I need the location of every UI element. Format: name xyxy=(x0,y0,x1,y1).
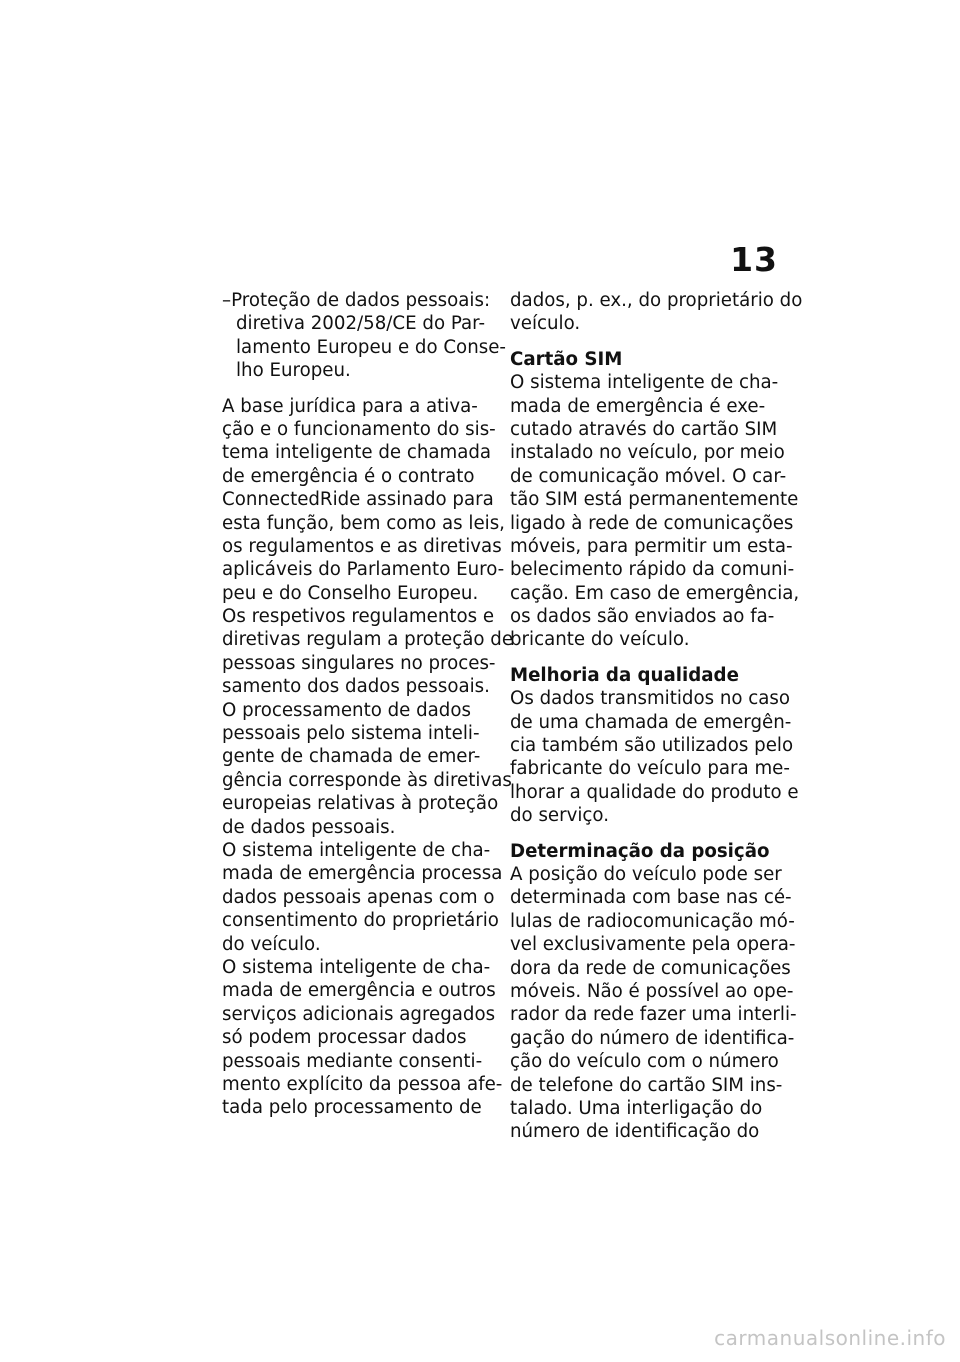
text-line: A posição do veículo pode ser xyxy=(510,863,782,885)
text-line: pessoais mediante consenti- xyxy=(222,1050,483,1072)
text-line: os regulamentos e as diretivas xyxy=(222,535,502,557)
text-line: determinada com base nas cé- xyxy=(510,887,792,909)
section-heading: Cartão SIM xyxy=(510,348,623,370)
bullet-data-protection xyxy=(222,289,506,383)
text-line: mada de emergência é exe- xyxy=(510,395,766,417)
text-line: só podem processar dados xyxy=(222,1027,467,1049)
page-number: 13 xyxy=(730,240,778,279)
text-line: do serviço. xyxy=(510,805,610,827)
text-line: ligado à rede de comunicações xyxy=(510,512,794,534)
text-line: gência corresponde às diretivas xyxy=(222,769,512,791)
text-line: consentimento do proprietário xyxy=(222,910,499,932)
text-line: de telefone do cartão SIM ins- xyxy=(510,1074,783,1096)
text-line: cutado através do cartão SIM xyxy=(510,418,778,440)
text-line: esta função, bem como as leis, xyxy=(222,512,505,534)
text-line: vel exclusivamente pela opera- xyxy=(510,934,796,956)
text-line: lamento Europeu e do Conse- xyxy=(236,336,506,358)
text-line: samento dos dados pessoais. xyxy=(222,676,490,698)
text-line: peu e do Conselho Europeu. xyxy=(222,582,479,604)
section-quality-improvement xyxy=(510,664,799,828)
text-line: dados, p. ex., do proprietário do xyxy=(510,290,803,311)
text-line: tão SIM está permanentemente xyxy=(510,489,799,511)
text-line: tema inteligente de chamada xyxy=(222,442,492,464)
text-line: mada de emergência processa xyxy=(222,863,503,885)
section-position-determination xyxy=(510,840,797,1144)
section-sim-card xyxy=(510,348,800,652)
left-column xyxy=(222,289,514,1120)
text-line: lhorar a qualidade do produto e xyxy=(510,781,799,803)
text-line: tada pelo processamento de xyxy=(222,1097,482,1119)
text-line: dados pessoais apenas com o xyxy=(222,886,495,908)
text-line: O sistema inteligente de cha- xyxy=(510,372,779,394)
text-line: pessoas singulares no proces- xyxy=(222,652,496,674)
watermark: carmanualsonline.info xyxy=(714,1326,946,1350)
legal-basis-paragraph xyxy=(222,395,514,1120)
text-line: –Proteção de dados pessoais: xyxy=(222,290,491,311)
text-line: cação. Em caso de emergência, xyxy=(510,582,800,604)
continuation-paragraph xyxy=(510,289,803,336)
right-column xyxy=(510,289,803,1144)
text-line: europeias relativas à proteção xyxy=(222,793,499,815)
section-heading: Melhoria da qualidade xyxy=(510,664,739,686)
text-line: os dados são enviados ao fa- xyxy=(510,606,775,628)
text-line: móveis, para permitir um esta- xyxy=(510,535,793,557)
text-line: mento explícito da pessoa afe- xyxy=(222,1073,503,1095)
text-line: ção do veículo com o número xyxy=(510,1051,779,1073)
text-line: belecimento rápido da comuni- xyxy=(510,559,795,581)
section-heading: Determinação da posição xyxy=(510,840,770,862)
text-line: gente de chamada de emer- xyxy=(222,746,481,768)
text-line: de uma chamada de emergên- xyxy=(510,711,792,733)
text-line: instalado no veículo, por meio xyxy=(510,442,785,464)
text-line: móveis. Não é possível ao ope- xyxy=(510,980,794,1002)
text-line: A base jurídica para a ativa- xyxy=(222,395,478,417)
text-line: dora da rede de comunicações xyxy=(510,957,791,979)
text-line: do veículo. xyxy=(222,933,321,955)
text-line: O sistema inteligente de cha- xyxy=(222,956,491,978)
text-line: cia também são utilizados pelo xyxy=(510,735,794,757)
text-line: lulas de radiocomunicação mó- xyxy=(510,910,795,932)
text-line: Os respetivos regulamentos e xyxy=(222,606,495,628)
text-line: diretiva 2002/58/CE do Par- xyxy=(236,313,486,335)
text-line: bricante do veículo. xyxy=(510,629,690,651)
text-line: ção e o funcionamento do sis- xyxy=(222,418,496,440)
text-line: gação do número de identifica- xyxy=(510,1027,795,1049)
text-line: mada de emergência e outros xyxy=(222,980,496,1002)
text-line: aplicáveis do Parlamento Euro- xyxy=(222,559,505,581)
text-line: pessoais pelo sistema inteli- xyxy=(222,723,480,745)
text-line: de comunicação móvel. O car- xyxy=(510,465,787,487)
text-line: O sistema inteligente de cha- xyxy=(222,839,491,861)
text-line: lho Europeu. xyxy=(236,360,351,382)
text-line: ConnectedRide assinado para xyxy=(222,489,494,511)
text-line: fabricante do veículo para me- xyxy=(510,758,790,780)
text-line: serviços adicionais agregados xyxy=(222,1003,496,1025)
text-line: rador da rede fazer uma interli- xyxy=(510,1004,797,1026)
text-line: talado. Uma interligação do xyxy=(510,1097,763,1119)
text-line: diretivas regulam a proteção de xyxy=(222,629,514,651)
text-line: Os dados transmitidos no caso xyxy=(510,688,791,710)
text-line: número de identificação do xyxy=(510,1121,760,1143)
text-line: veículo. xyxy=(510,313,581,335)
text-line: de dados pessoais. xyxy=(222,816,396,838)
text-line: de emergência é o contrato xyxy=(222,465,475,487)
text-line: O processamento de dados xyxy=(222,699,471,721)
